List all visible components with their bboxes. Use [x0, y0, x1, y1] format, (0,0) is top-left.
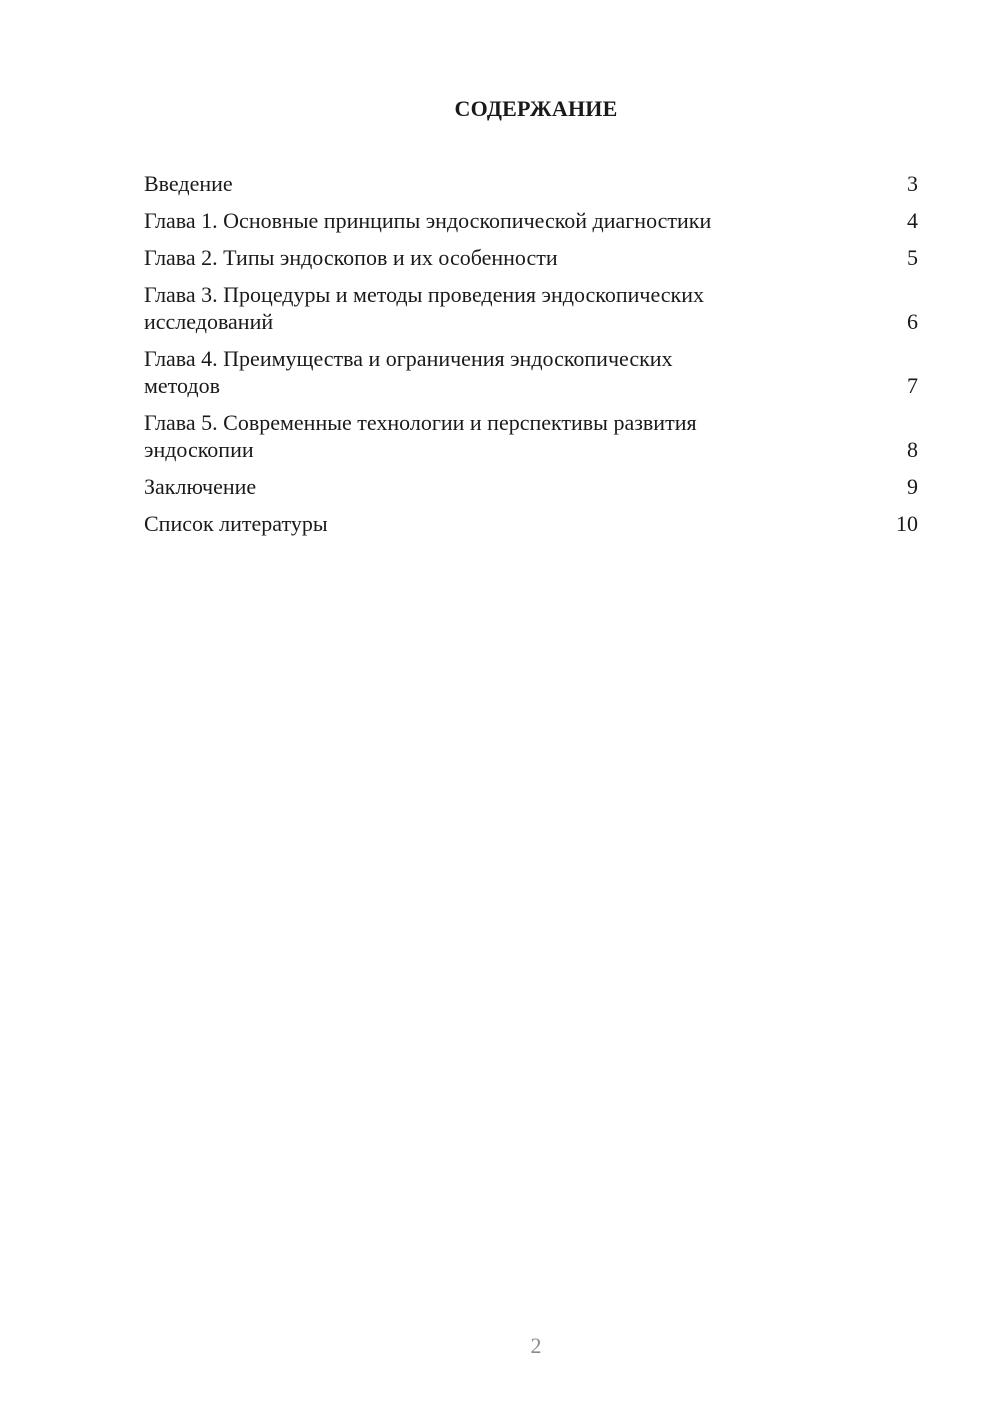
toc-entry-chapter-1	[144, 207, 918, 234]
toc-entry-chapter-5	[144, 409, 918, 463]
toc-entry-bibliography	[144, 510, 918, 537]
page-number: 2	[530, 1333, 542, 1358]
toc-entry-chapter-3	[144, 281, 918, 335]
toc-entry-chapter-2	[144, 244, 918, 271]
toc-entry-page: 7	[907, 373, 918, 398]
toc-entry-text: Глава 4. Преимущества и ограничения эндоскопических методов	[144, 346, 673, 398]
table-of-contents	[144, 170, 918, 547]
toc-entry-text: Список литературы	[144, 511, 328, 536]
toc-entry-page: 5	[907, 245, 918, 270]
toc-entry-page: 3	[907, 171, 918, 196]
toc-entry-page: 6	[907, 309, 918, 334]
toc-entry-page: 10	[896, 511, 918, 536]
toc-entry-text: Глава 2. Типы эндоскопов и их особенности	[144, 245, 558, 270]
toc-entry-text: Заключение	[144, 474, 257, 499]
toc-entry-page: 4	[907, 208, 918, 233]
toc-entry-conclusion	[144, 473, 918, 500]
toc-entry-text: Глава 5. Современные технологии и перспективы развития эндоскопии	[144, 410, 697, 462]
toc-entry-text: Введение	[144, 171, 233, 196]
toc-entry-text: Глава 1. Основные принципы эндоскопической диагностики	[144, 208, 712, 233]
toc-entry-chapter-4	[144, 345, 918, 399]
toc-entry-text: Глава 3. Процедуры и методы проведения эндоскопических исследований	[144, 282, 704, 334]
toc-entry-page: 9	[907, 474, 918, 499]
toc-entry-introduction	[144, 170, 918, 197]
page-title: СОДЕРЖАНИЕ	[454, 96, 618, 121]
toc-entry-page: 8	[907, 437, 918, 462]
